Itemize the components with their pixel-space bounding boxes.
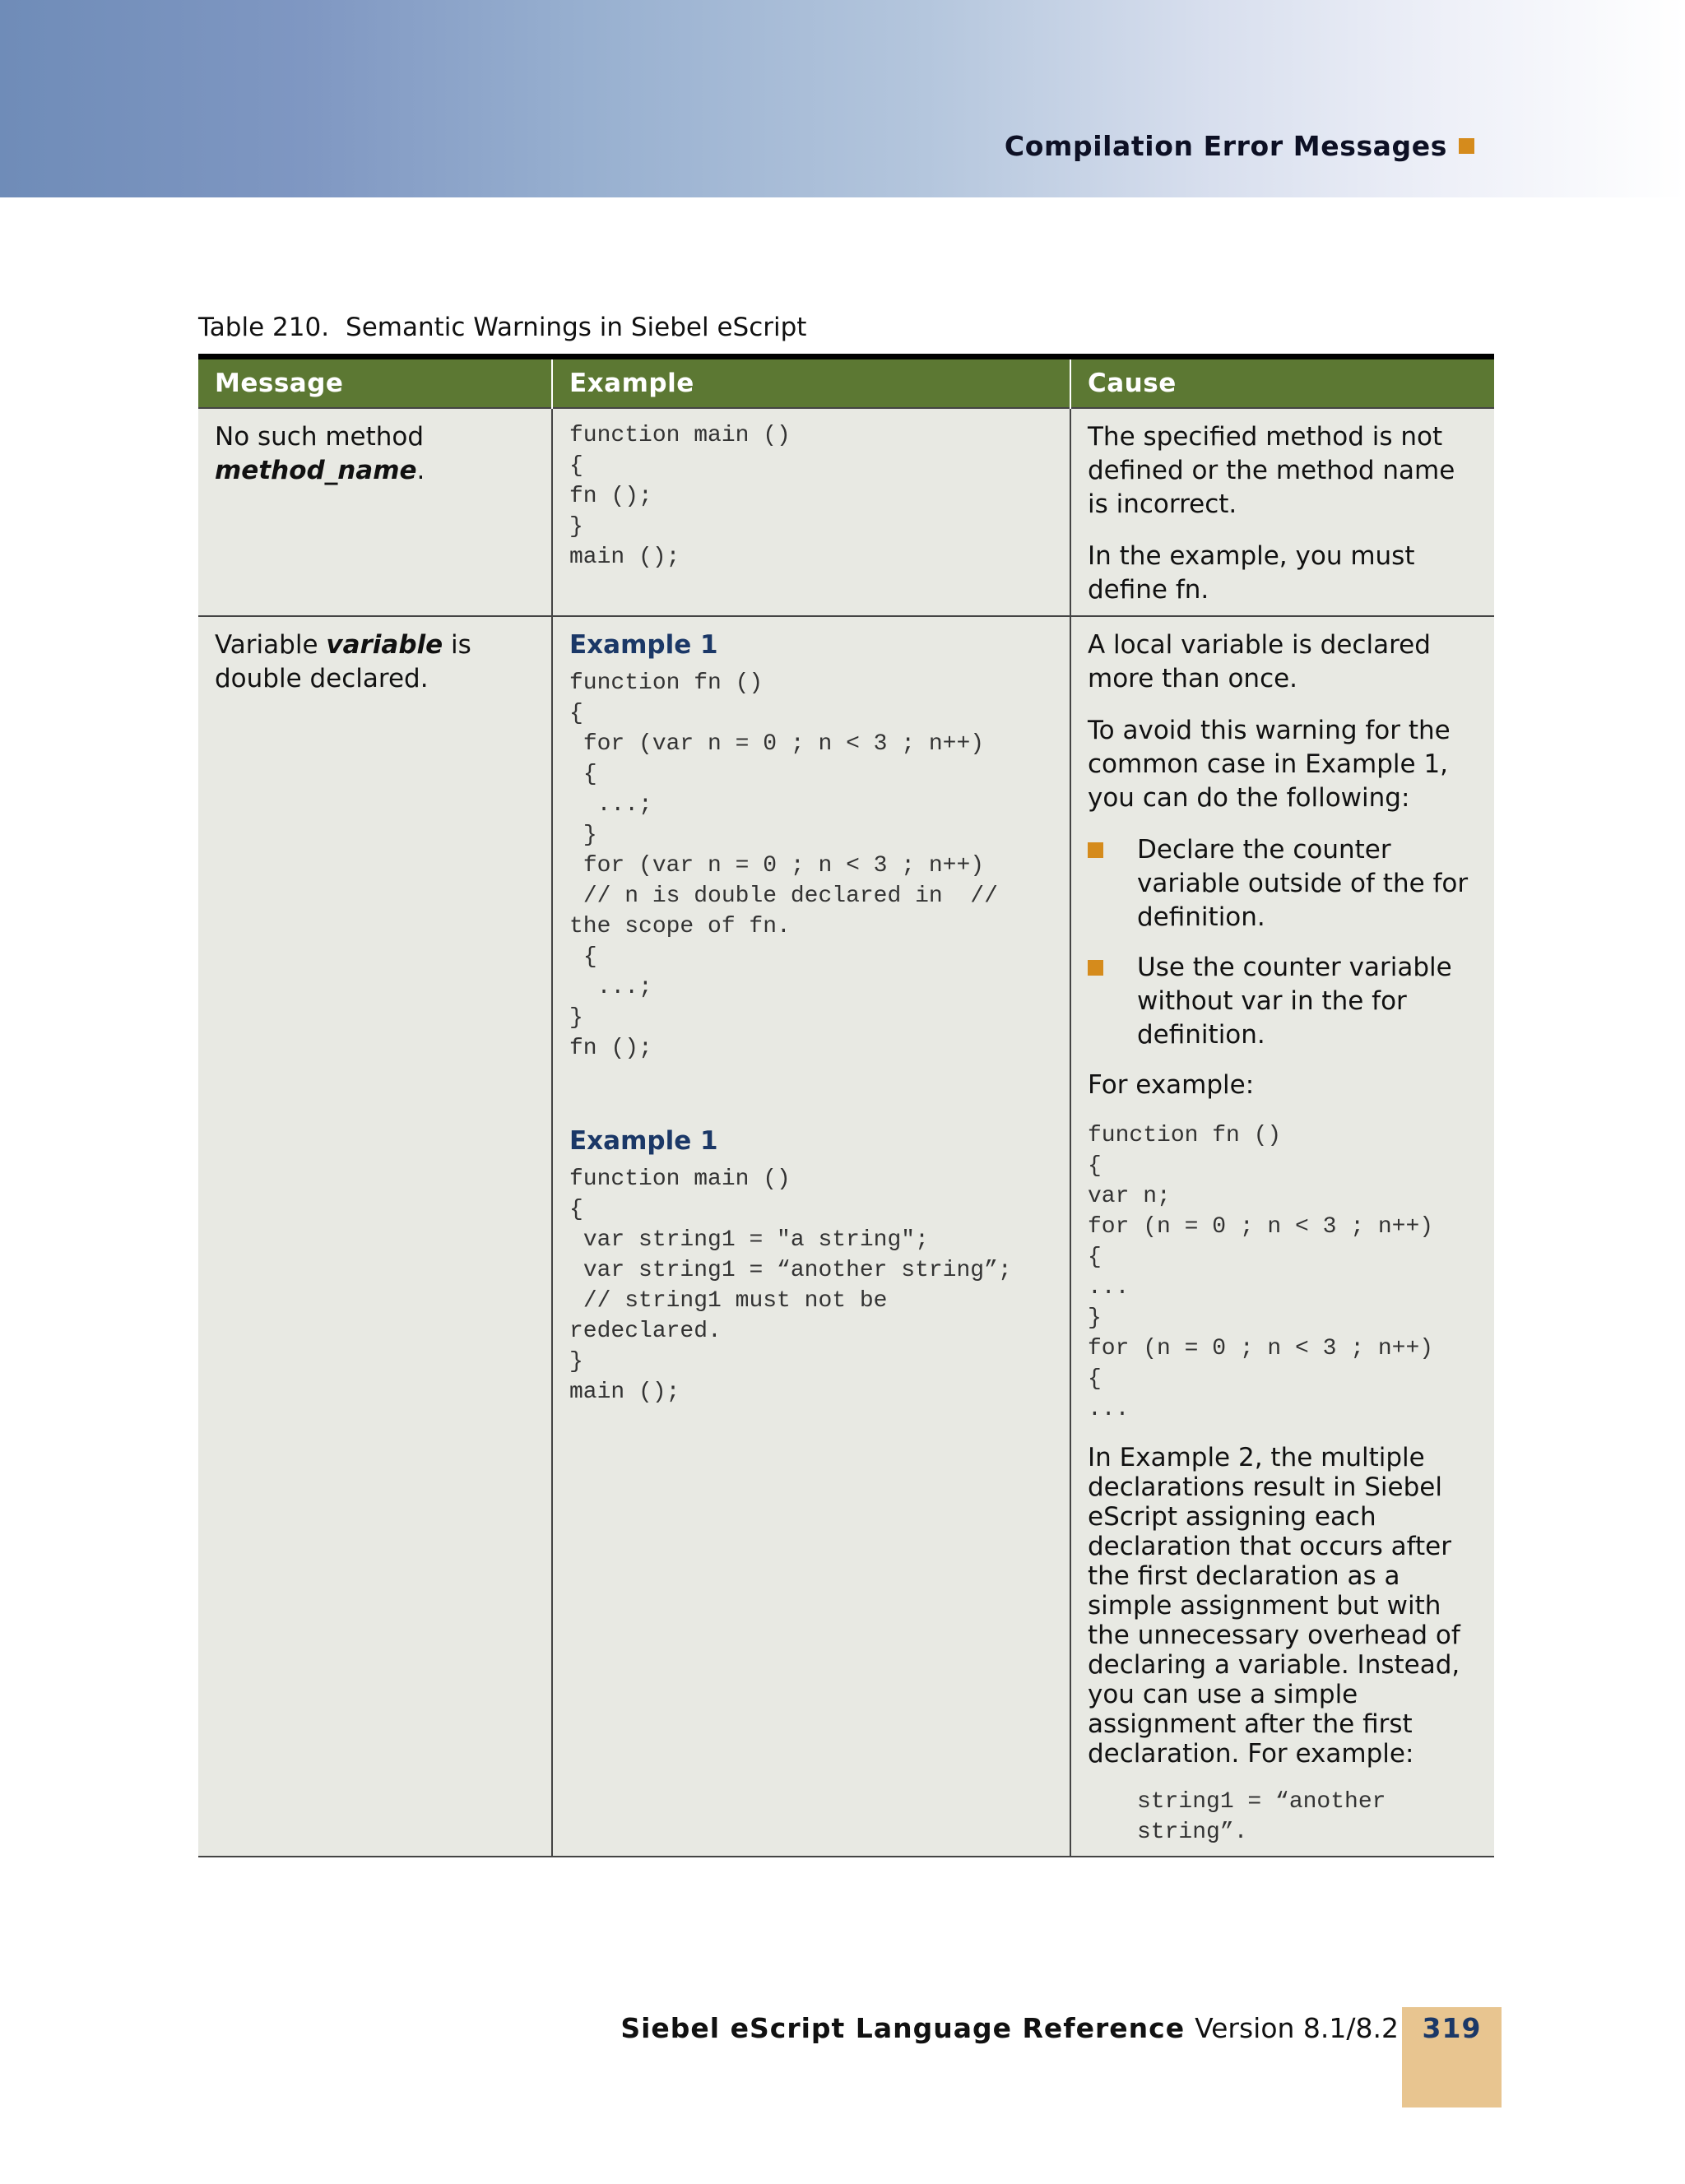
- running-head-title: Compilation Error Messages: [1004, 129, 1447, 162]
- page-number: 319: [1422, 2011, 1482, 2044]
- cause-paragraph: The specified method is not defined or the method name is incorrect.: [1088, 422, 1455, 519]
- cause-paragraph: To avoid this warning for the common case in Example 1, you can do the following:: [1088, 716, 1451, 813]
- example-heading: Example 1: [569, 630, 718, 660]
- column-header-example: Example: [552, 359, 1070, 408]
- bullet-item: [1088, 951, 1478, 1052]
- bullet-text: Use the counter variable without var in the for definition.: [1137, 953, 1452, 1050]
- table-caption-number: Table 210.: [198, 313, 330, 342]
- table: [198, 359, 1494, 1857]
- message-placeholder: variable: [326, 630, 443, 660]
- example-cell: [552, 616, 1070, 1857]
- table-row: [198, 408, 1494, 616]
- page-footer: [620, 2007, 1399, 2048]
- message-cell: [198, 408, 552, 616]
- footer-book-title: Siebel eScript Language Reference: [620, 2011, 1186, 2044]
- cause-paragraph: In Example 2, the multiple declarations result in Siebel eScript assigning each declaration that occurs after the first declaration as a simple assignment but with the unnecessary overhead of declaring a variable. Instead, you can use a simple assignment after the first declaration. For example:: [1088, 1443, 1460, 1769]
- message-cell: [198, 616, 552, 1857]
- message-punctuation: .: [416, 456, 425, 485]
- cause-cell: [1070, 408, 1494, 616]
- bullet-text: Declare the counter variable outside of the for definition.: [1137, 835, 1469, 932]
- table-caption-title: Semantic Warnings in Siebel eScript: [346, 313, 807, 342]
- running-head: [1005, 128, 1474, 164]
- cause-paragraph: A local variable is declared more than once.: [1088, 630, 1431, 693]
- cause-paragraph: In the example, you must define fn.: [1088, 541, 1415, 605]
- example-code: function main () { var string1 = "a string"; var string1 = “another string”; // string1 must not be redeclared. } main ();: [569, 1166, 1012, 1405]
- example-code: function main () { fn (); } main ();: [569, 423, 791, 570]
- message-text-end: is double declared.: [215, 630, 471, 693]
- cause-code: string1 = “another string”.: [1137, 1789, 1386, 1845]
- orange-square-icon: [1088, 960, 1103, 976]
- column-header-message: Message: [198, 359, 552, 408]
- example-heading: Example 1: [569, 1126, 718, 1156]
- semantic-warnings-table: [198, 354, 1494, 1857]
- column-header-cause: Cause: [1070, 359, 1494, 408]
- cause-cell: [1070, 616, 1494, 1857]
- message-text: No such method: [215, 422, 425, 452]
- example-cell: [552, 408, 1070, 616]
- table-caption: [198, 313, 806, 342]
- orange-square-icon: [1088, 842, 1103, 858]
- orange-square-icon: [1459, 138, 1474, 154]
- cause-paragraph: For example:: [1088, 1070, 1255, 1100]
- message-placeholder: method_name: [215, 456, 417, 485]
- page-number-tab: [1402, 2007, 1502, 2107]
- header-band: [0, 0, 1685, 197]
- bullet-item: [1088, 833, 1478, 934]
- table-header-row: [198, 359, 1494, 408]
- table-row: [198, 616, 1494, 1857]
- footer-version: Version 8.1/8.2: [1195, 2011, 1399, 2044]
- message-text: Variable: [215, 630, 327, 660]
- example-code: function fn () { for (var n = 0 ; n < 3 ; n++) { ...; } for (var n = 0 ; n < 3 ; n++) // n is double declared in // the scope of fn. { ...; } fn ();: [569, 670, 998, 1061]
- cause-code: function fn () { var n; for (n = 0 ; n < 3 ; n++) { ... } for (n = 0 ; n < 3 ; n++) { ...: [1088, 1123, 1434, 1422]
